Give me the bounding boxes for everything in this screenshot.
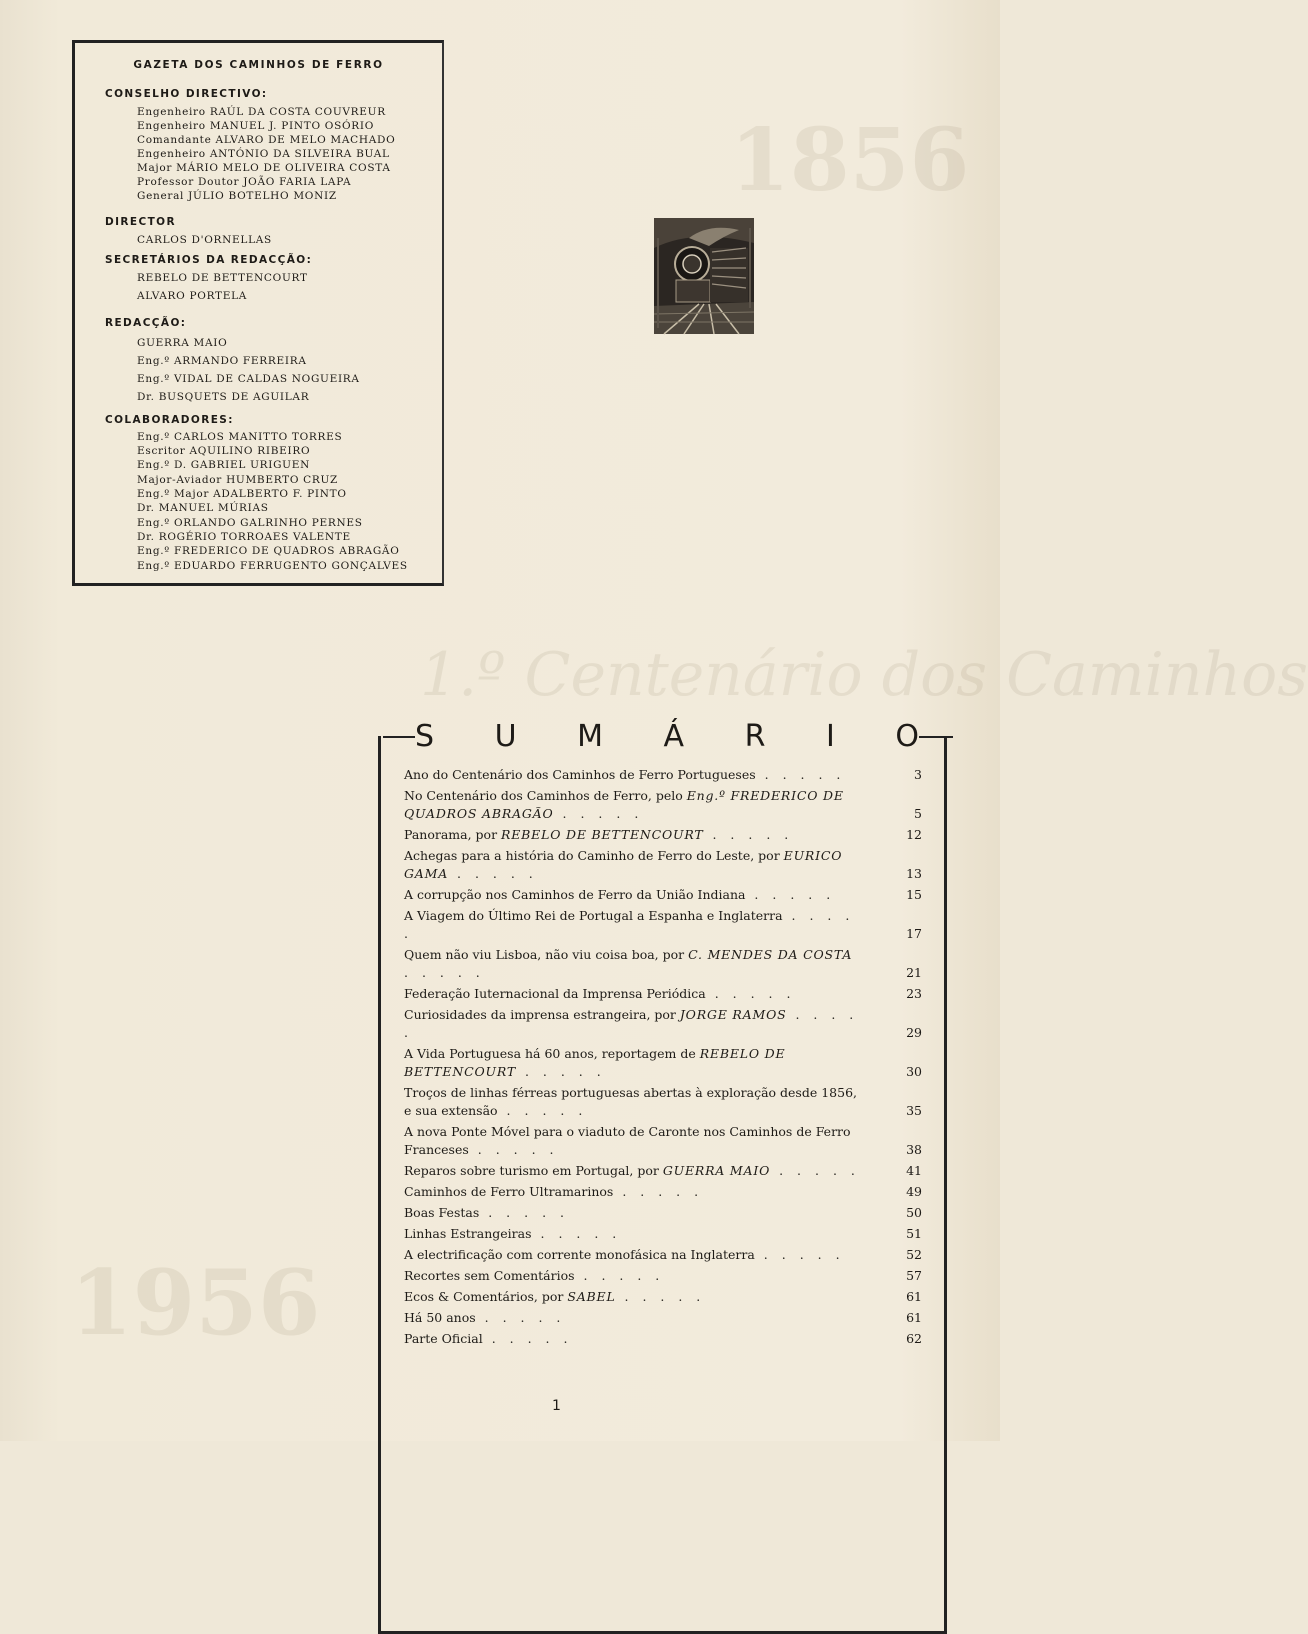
toc-entry-page: 52	[906, 1247, 922, 1262]
toc-entry-title: Federação Iuternacional da Imprensa Periódica . . . . .	[404, 986, 796, 1001]
toc-entry-author: SABEL	[567, 1289, 616, 1304]
toc-entry-page: 23	[906, 986, 922, 1001]
staff-box	[72, 40, 444, 586]
leader-dots: . . . . .	[531, 1226, 622, 1241]
sumario-letter: U	[494, 718, 517, 754]
leader-dots: . . . . .	[475, 1310, 566, 1325]
toc-entry[interactable]	[404, 1246, 924, 1264]
toc-entry[interactable]	[404, 1123, 924, 1159]
show-through-1856-bottom: 1956	[70, 1250, 321, 1356]
table-of-contents	[404, 766, 924, 1348]
leader-dots: . . . . .	[448, 866, 538, 881]
redaccao-heading: REDACÇÃO:	[105, 317, 187, 329]
leader-dots: . . . . .	[574, 1268, 665, 1283]
toc-entry-author: GUERRA MAIO	[662, 1163, 771, 1178]
conselho-member: Engenheiro RAÚL DA COSTA COUVREUR	[137, 106, 386, 118]
toc-entry[interactable]	[404, 946, 924, 982]
secretario-name: ALVARO PORTELA	[137, 290, 248, 302]
toc-entry-page: 51	[906, 1226, 922, 1241]
toc-entry-page: 61	[906, 1289, 922, 1304]
toc-entry-title: Há 50 anos . . . . .	[404, 1310, 566, 1325]
leader-dots: . . . . .	[613, 1184, 704, 1199]
colaborador-name: Escritor AQUILINO RIBEIRO	[137, 445, 311, 457]
director-heading: DIRECTOR	[105, 216, 176, 228]
toc-entry-title: Parte Oficial . . . . .	[404, 1331, 573, 1346]
conselho-member: Comandante ALVARO DE MELO MACHADO	[137, 134, 396, 146]
toc-entry[interactable]	[404, 1267, 924, 1285]
toc-entry[interactable]	[404, 826, 924, 844]
conselho-heading: CONSELHO DIRECTIVO:	[105, 88, 268, 100]
toc-entry[interactable]	[404, 886, 924, 904]
toc-entry-page: 49	[906, 1184, 922, 1199]
leader-dots: . . . . .	[703, 827, 794, 842]
toc-entry-title: Linhas Estrangeiras . . . . .	[404, 1226, 622, 1241]
leader-dots: . . . . .	[553, 806, 644, 821]
toc-entry[interactable]	[404, 1006, 924, 1042]
toc-entry-author: EURICO GAMA	[404, 848, 843, 881]
conselho-member: Major MÁRIO MELO DE OLIVEIRA COSTA	[137, 162, 391, 174]
leader-dots: . . . . .	[754, 1247, 845, 1262]
secretarios-heading: SECRETÁRIOS DA REDACÇÃO:	[105, 254, 313, 266]
toc-entry-page: 38	[906, 1142, 922, 1157]
toc-entry-title: Reparos sobre turismo em Portugal, por GUERRA MAIO . . . . .	[404, 1163, 860, 1178]
colaborador-name: Eng.º EDUARDO FERRUGENTO GONÇALVES	[137, 560, 408, 572]
toc-entry-author: JORGE RAMOS	[679, 1007, 787, 1022]
toc-entry[interactable]	[404, 1309, 924, 1327]
toc-entry-title: Recortes sem Comentários . . . . .	[404, 1268, 665, 1283]
toc-entry-title: Curiosidades da imprensa estrangeira, por JORGE RAMOS . . . . .	[404, 1007, 859, 1040]
leader-dots: . . . . .	[482, 1331, 573, 1346]
colaborador-name: Eng.º ORLANDO GALRINHO PERNES	[137, 517, 363, 529]
colaborador-name: Eng.º Major ADALBERTO F. PINTO	[137, 488, 347, 500]
toc-entry[interactable]	[404, 1330, 924, 1348]
colaboradores-heading: COLABORADORES:	[105, 414, 234, 426]
toc-entry-title: Troços de linhas férreas portuguesas abertas à exploração desde 1856, e sua extensão . . . . .	[404, 1085, 857, 1118]
toc-entry-page: 29	[906, 1025, 922, 1040]
toc-entry-page: 61	[906, 1310, 922, 1325]
toc-entry-title: Quem não viu Lisboa, não viu coisa boa, por C. MENDES DA COSTA . . . . .	[404, 947, 853, 980]
sumario-letter: S	[415, 718, 435, 754]
redaccao-member: GUERRA MAIO	[137, 337, 228, 349]
toc-entry-page: 13	[906, 866, 922, 881]
toc-entry[interactable]	[404, 907, 924, 943]
toc-entry-title: A corrupção nos Caminhos de Ferro da União Indiana . . . . .	[404, 887, 836, 902]
toc-entry-author: REBELO DE BETTENCOURT	[404, 1046, 786, 1079]
toc-entry-title: Ano do Centenário dos Caminhos de Ferro Portugueses . . . . .	[404, 767, 846, 782]
leader-dots: . . . . .	[404, 1007, 859, 1040]
toc-entry-title: A electrificação com corrente monofásica na Inglaterra . . . . .	[404, 1247, 845, 1262]
director-name: CARLOS D'ORNELLAS	[137, 234, 272, 246]
toc-entry-title: No Centenário dos Caminhos de Ferro, pelo Eng.º FREDERICO DE QUADROS ABRAGÃO . . . . .	[404, 788, 844, 821]
toc-entry[interactable]	[404, 1288, 924, 1306]
leader-dots: . . . . .	[468, 1142, 559, 1157]
conselho-member: Professor Doutor JOÃO FARIA LAPA	[137, 176, 352, 188]
leader-dots: . . . . .	[705, 986, 796, 1001]
sumario-letter: R	[744, 718, 766, 754]
toc-entry-page: 15	[906, 887, 922, 902]
toc-entry-title: Achegas para a história do Caminho de Ferro do Leste, por EURICO GAMA . . . . .	[404, 848, 843, 881]
toc-entry[interactable]	[404, 1183, 924, 1201]
toc-entry-page: 41	[906, 1163, 922, 1178]
locomotive-icon	[654, 218, 754, 334]
toc-entry-page: 30	[906, 1064, 922, 1079]
colaborador-name: Major-Aviador HUMBERTO CRUZ	[137, 474, 339, 486]
toc-entry[interactable]	[404, 1162, 924, 1180]
toc-entry-author: C. MENDES DA COSTA	[688, 947, 853, 962]
sumario-letter: M	[577, 718, 603, 754]
toc-entry-title: Ecos & Comentários, por SABEL . . . . .	[404, 1289, 706, 1304]
toc-entry-title: Caminhos de Ferro Ultramarinos . . . . .	[404, 1184, 704, 1199]
toc-entry-page: 5	[914, 806, 922, 821]
conselho-member: General JÚLIO BOTELHO MONIZ	[137, 190, 337, 202]
show-through-1856-top: 1856	[730, 110, 970, 211]
sumario-letter: O	[895, 718, 919, 754]
toc-entry-title: A Vida Portuguesa há 60 anos, reportagem de REBELO DE BETTENCOURT . . . . .	[404, 1046, 786, 1079]
leader-dots: . . . . .	[745, 887, 836, 902]
toc-entry[interactable]	[404, 1204, 924, 1222]
secretario-name: REBELO DE BETTENCOURT	[137, 272, 308, 284]
leader-dots: . . . . .	[404, 908, 855, 941]
redaccao-member: Eng.º ARMANDO FERREIRA	[137, 355, 307, 367]
gazeta-title: GAZETA DOS CAMINHOS DE FERRO	[133, 59, 384, 71]
toc-entry[interactable]	[404, 766, 924, 784]
toc-entry-page: 12	[906, 827, 922, 842]
leader-dots: . . . . .	[404, 965, 485, 980]
toc-entry[interactable]	[404, 1225, 924, 1243]
colaborador-name: Eng.º D. GABRIEL URIGUEN	[137, 459, 310, 471]
redaccao-member: Dr. BUSQUETS DE AGUILAR	[137, 391, 310, 403]
redaccao-member: Eng.º VIDAL DE CALDAS NOGUEIRA	[137, 373, 360, 385]
toc-entry-page: 17	[906, 926, 922, 941]
colaborador-name: Dr. ROGÉRIO TORROAES VALENTE	[137, 531, 351, 543]
sumario-letter: Á	[663, 718, 685, 754]
toc-entry-author: REBELO DE BETTENCOURT	[501, 827, 704, 842]
toc-entry-title: A nova Ponte Móvel para o viaduto de Caronte nos Caminhos de Ferro Franceses . . . . .	[404, 1124, 851, 1157]
toc-entry-title: Boas Festas . . . . .	[404, 1205, 569, 1220]
toc-entry-page: 50	[906, 1205, 922, 1220]
colaborador-name: Eng.º CARLOS MANITTO TORRES	[137, 431, 343, 443]
toc-entry-author: Eng.º FREDERICO DE QUADROS ABRAGÃO	[404, 788, 844, 821]
toc-entry-title: A Viagem do Último Rei de Portugal a Espanha e Inglaterra . . . . .	[404, 908, 855, 941]
sumario-letter: I	[825, 718, 835, 754]
toc-entry[interactable]	[404, 985, 924, 1003]
toc-entry[interactable]	[404, 847, 924, 883]
show-through-centenario: 1.º Centenário dos Caminhos	[420, 640, 1308, 710]
leader-dots: . . . . .	[479, 1205, 569, 1220]
colaborador-name: Eng.º FREDERICO DE QUADROS ABRAGÃO	[137, 545, 400, 557]
toc-entry[interactable]	[404, 1045, 924, 1081]
toc-entry[interactable]	[404, 787, 924, 823]
colaborador-name: Dr. MANUEL MÚRIAS	[137, 502, 269, 514]
page-number: 1	[552, 1398, 561, 1414]
leader-dots: . . . . .	[497, 1103, 588, 1118]
toc-entry[interactable]	[404, 1084, 924, 1120]
leader-dots: . . . . .	[515, 1064, 606, 1079]
conselho-member: Engenheiro ANTÓNIO DA SILVEIRA BUAL	[137, 148, 390, 160]
locomotive-engraving	[654, 218, 754, 334]
leader-dots: . . . . .	[755, 767, 846, 782]
leader-dots: . . . . .	[615, 1289, 706, 1304]
conselho-member: Engenheiro MANUEL J. PINTO OSÓRIO	[137, 120, 375, 132]
toc-entry-page: 57	[906, 1268, 922, 1283]
toc-entry-page: 21	[906, 965, 922, 980]
leader-dots: . . . . .	[770, 1163, 860, 1178]
toc-entry-page: 3	[914, 767, 922, 782]
toc-entry-page: 35	[906, 1103, 922, 1118]
toc-entry-page: 62	[906, 1331, 922, 1346]
toc-entry-title: Panorama, por REBELO DE BETTENCOURT . . . . .	[404, 827, 794, 842]
